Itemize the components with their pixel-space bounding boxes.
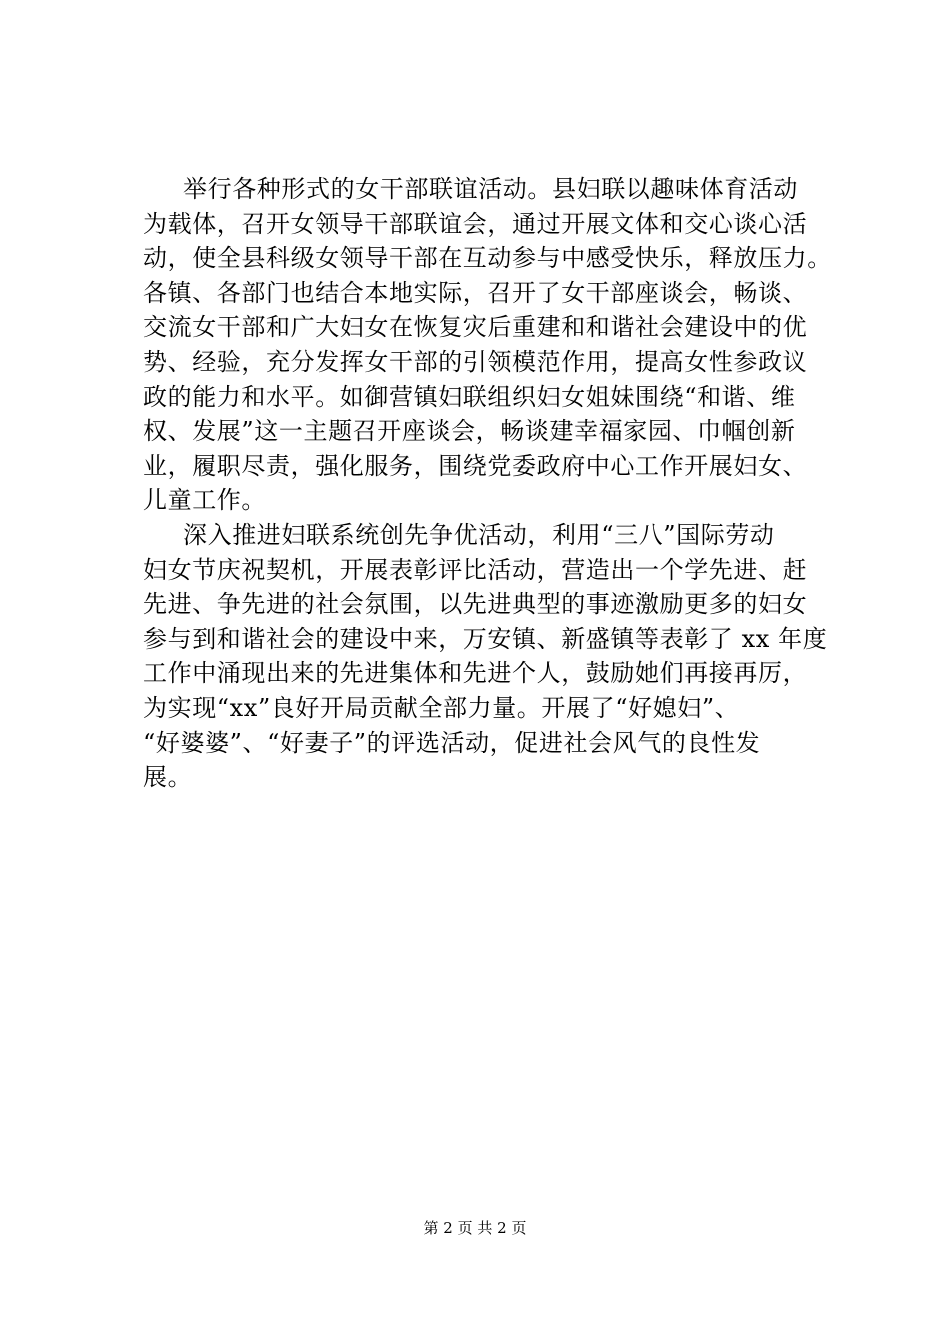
paragraph-line: 交流女干部和广大妇女在恢复灾后重建和和谐社会建设中的优 (143, 313, 808, 342)
paragraph-line: 参与到和谐社会的建设中来，万安镇、新盛镇等表彰了 xx 年度 (143, 624, 828, 653)
document-body (143, 172, 843, 795)
paragraph-line: 儿童工作。 (143, 486, 266, 515)
paragraph-line: 工作中涌现出来的先进集体和先进个人，鼓励她们再接再厉， (143, 659, 808, 688)
paragraph-line: 为实现“xx”良好开局贡献全部力量。开展了“好媳妇”、 (143, 693, 740, 722)
paragraph-line: 深入推进妇联系统创先争优活动，利用“三八”国际劳动 (183, 520, 775, 549)
paragraph-line: 为载体，召开女领导干部联谊会，通过开展文体和交心谈心活 (143, 209, 808, 238)
paragraph-line: 妇女节庆祝契机，开展表彰评比活动，营造出一个学先进、赶 (143, 555, 808, 584)
paragraph-line: 权、发展”这一主题召开座谈会，畅谈建幸福家园、巾帼创新 (143, 417, 796, 446)
paragraph-line: 展。 (143, 763, 193, 792)
paragraph-line: 政的能力和水平。如御营镇妇联组织妇女姐妹围绕“和谐、维 (143, 382, 796, 411)
page-number-footer: 第 2 页 共 2 页 (423, 1219, 527, 1237)
paragraph-line: “好婆婆”、“好妻子”的评选活动，促进社会风气的良性发 (143, 728, 761, 757)
paragraph-line: 势、经验，充分发挥女干部的引领模范作用，提高女性参政议 (143, 347, 808, 376)
paragraph-2 (143, 518, 843, 795)
paragraph-line: 先进、争先进的社会氛围，以先进典型的事迹激励更多的妇女 (143, 590, 808, 619)
paragraph-line: 各镇、各部门也结合本地实际，召开了女干部座谈会，畅谈、 (143, 278, 808, 307)
paragraph-1 (143, 172, 843, 518)
paragraph-line: 举行各种形式的女干部联谊活动。县妇联以趣味体育活动 (183, 175, 798, 203)
paragraph-line: 业，履职尽责，强化服务，围绕党委政府中心工作开展妇女、 (143, 451, 808, 480)
paragraph-line: 动，使全县科级女领导干部在互动参与中感受快乐，释放压力。 (143, 244, 832, 273)
